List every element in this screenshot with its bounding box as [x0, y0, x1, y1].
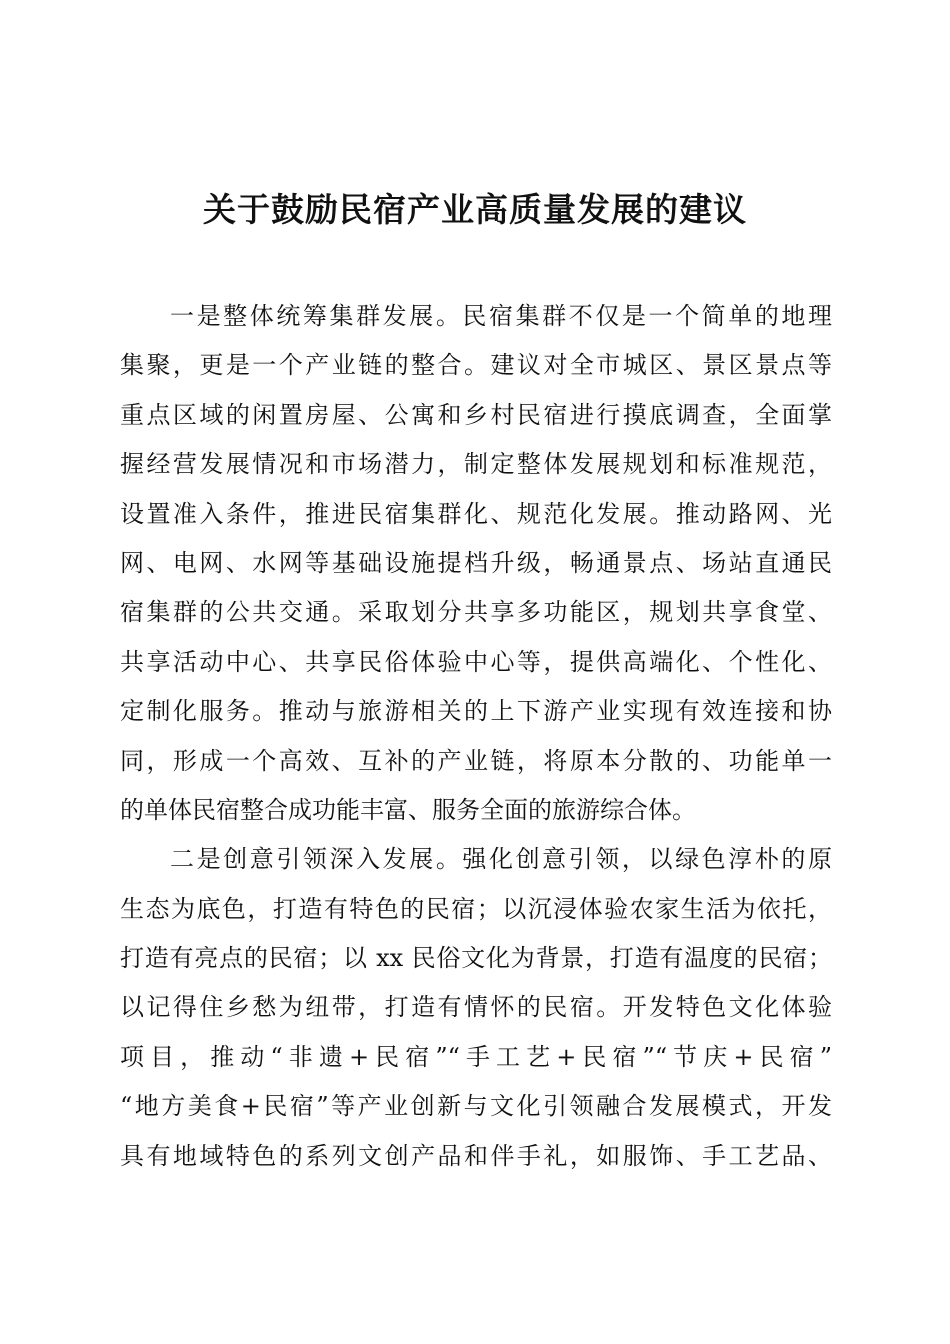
- paragraph-line: 的单体民宿整合成功能丰富、服务全面的旅游综合体。: [120, 795, 696, 824]
- paragraph-line: 网、电网、水网等基础设施提档升级，畅通景点、场站直通民: [120, 548, 832, 577]
- paragraph-line: 二是创意引领深入发展。强化创意引领，以绿色淳朴的原: [170, 845, 832, 874]
- paragraph-line: 共享活动中心、共享民俗体验中心等，提供高端化、个性化、: [120, 647, 832, 676]
- paragraph-line: 同，形成一个高效、互补的产业链，将原本分散的、功能单一: [120, 746, 832, 775]
- paragraph-line: 重点区域的闲置房屋、公寓和乡村民宿进行摸底调查，全面掌: [120, 400, 832, 429]
- paragraph-line: 定制化服务。推动与旅游相关的上下游产业实现有效连接和协: [120, 697, 832, 726]
- paragraph-line: 握经营发展情况和市场潜力，制定整体发展规划和标准规范，: [120, 450, 832, 479]
- document-body: [120, 292, 832, 1181]
- paragraph-line: “地方美食+民宿”等产业创新与文化引领融合发展模式，开发: [120, 1092, 832, 1121]
- document-title: 关于鼓励民宿产业高质量发展的建议: [203, 190, 747, 229]
- paragraph-line: 以记得住乡愁为纽带，打造有情怀的民宿。开发特色文化体验: [120, 993, 832, 1022]
- paragraph-line: 集聚，更是一个产业链的整合。建议对全市城区、景区景点等: [120, 351, 832, 380]
- paragraph-line: 宿集群的公共交通。采取划分共享多功能区，规划共享食堂、: [120, 598, 832, 627]
- paragraph-line: 设置准入条件，推进民宿集群化、规范化发展。推动路网、光: [120, 499, 832, 528]
- paragraph-1: [120, 292, 832, 835]
- paragraph-2: [120, 835, 832, 1181]
- paragraph-line: 生态为底色，打造有特色的民宿；以沉浸体验农家生活为依托，: [120, 894, 832, 923]
- paragraph-line: 一是整体统筹集群发展。民宿集群不仅是一个简单的地理: [170, 302, 832, 330]
- paragraph-line: 项目，推动“非遗+民宿”“手工艺+民宿”“节庆+民宿”: [120, 1042, 832, 1071]
- paragraph-line: 具有地域特色的系列文创产品和伴手礼，如服饰、手工艺品、: [120, 1141, 832, 1170]
- paragraph-line: 打造有亮点的民宿；以 xx 民俗文化为背景，打造有温度的民宿；: [120, 944, 832, 973]
